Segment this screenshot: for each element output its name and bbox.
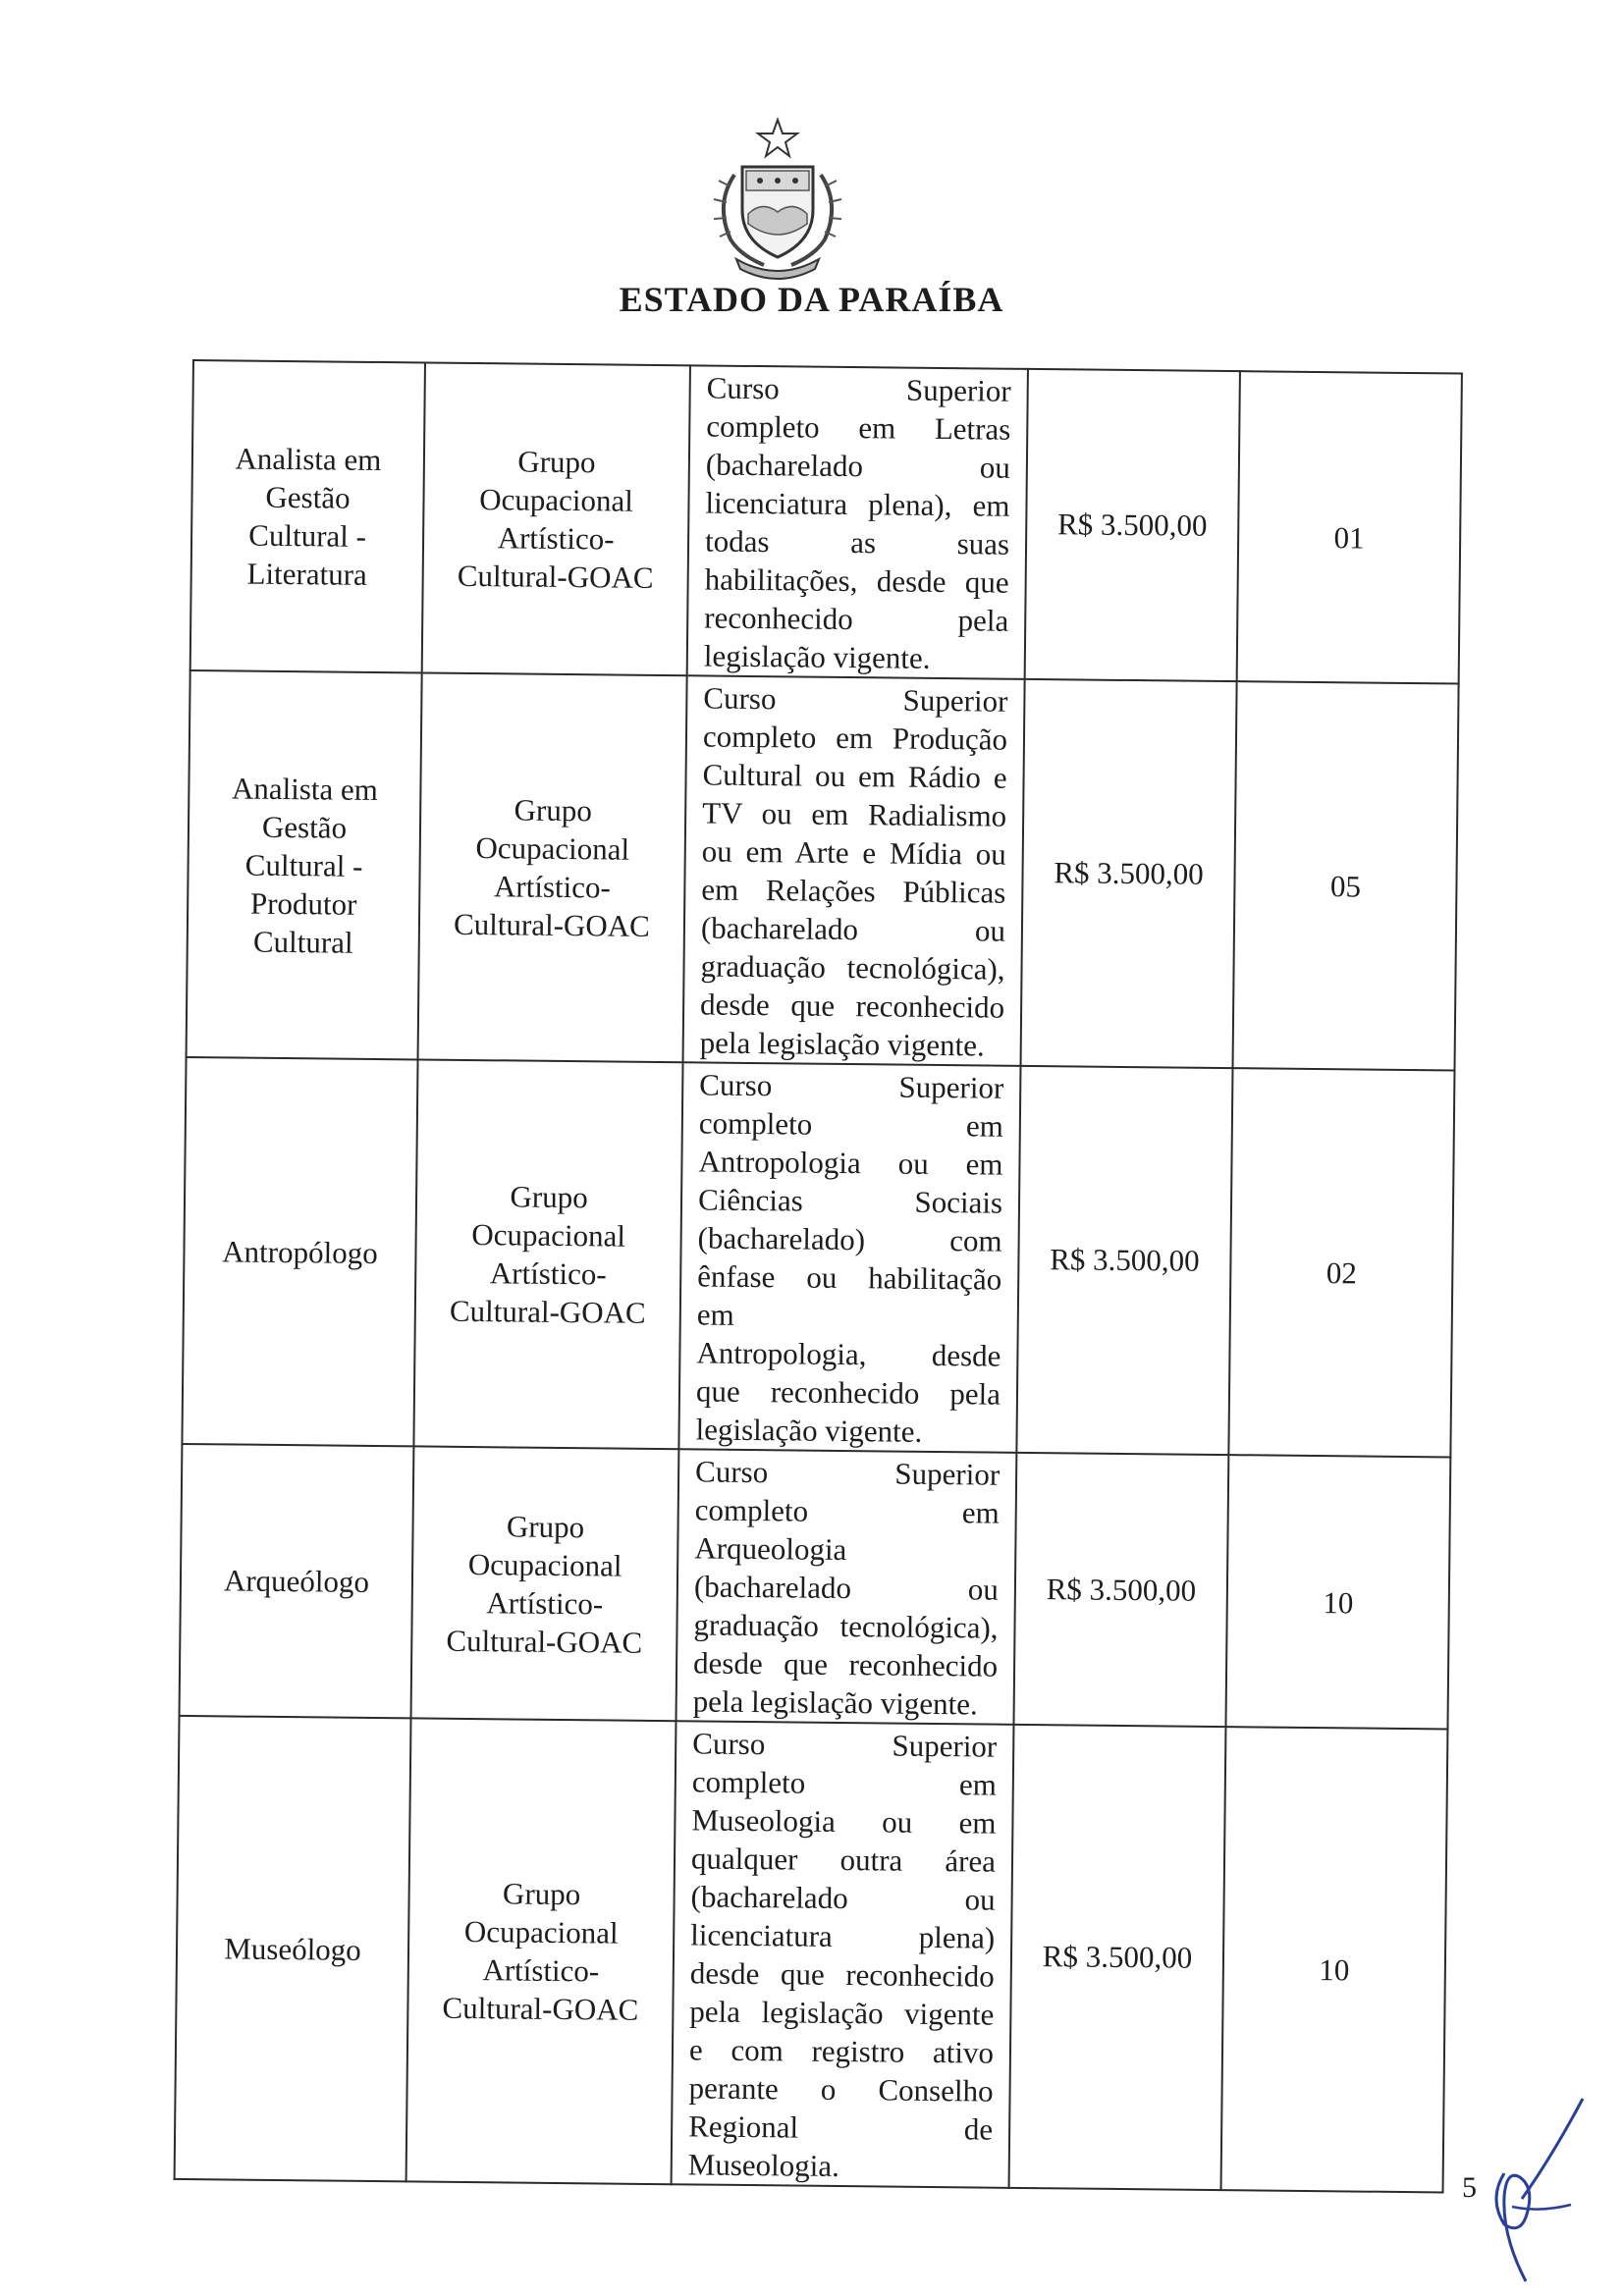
grupo-cell-line: Cultural-GOAC: [453, 906, 651, 943]
cargo-cell-line: Analista em: [235, 441, 382, 478]
requisito-cell-line: qualquer outra área: [690, 1841, 997, 1879]
grupo-cell-line: Ocupacional: [467, 1546, 622, 1583]
grupo-cell-line: Ocupacional: [471, 1217, 626, 1254]
grupo-cell-line: Artístico-: [493, 869, 611, 905]
requisito-cell-line: e com registro ativo: [688, 2032, 995, 2070]
requisito-cell-line: completo em: [691, 1764, 998, 1802]
vencimento-cell: R$ 3.500,00: [1016, 1066, 1232, 1455]
requisito-cell-line: todas as suas: [704, 523, 1010, 561]
requisito-cell: [687, 365, 1028, 679]
requisito-cell-line: desde que reconhecido: [699, 987, 1005, 1025]
state-coat-of-arms-icon: [691, 116, 864, 285]
requisito-cell-line: Curso Superior: [692, 1726, 998, 1764]
cargo-cell-line: Gestão: [265, 479, 351, 515]
vencimento-cell: R$ 3.500,00: [1025, 369, 1240, 681]
grupo-cell-line: Grupo: [506, 1508, 585, 1544]
requisito-cell-line: desde que reconhecido: [689, 1955, 995, 1994]
grupo-cell: [411, 1446, 679, 1721]
grupo-cell-line: Ocupacional: [475, 830, 630, 867]
requisito-cell: [676, 1449, 1017, 1725]
requisito-cell-line: Antropologia, desde: [696, 1335, 1001, 1373]
grupo-cell-line: Ocupacional: [479, 482, 634, 518]
table-row: [175, 1716, 1448, 2193]
vagas-cell: 10: [1221, 1727, 1448, 2192]
grupo-cell-line: Cultural-GOAC: [442, 1990, 639, 2027]
requisito-cell-line: em: [696, 1297, 734, 1332]
requisito-cell-line: Curso Superior: [694, 1454, 1001, 1492]
table-row: [190, 360, 1462, 684]
cargo-cell-line: Literatura: [246, 556, 367, 592]
requisito-cell-line: (bacharelado) com: [697, 1220, 1002, 1258]
requisito-cell-line: Regional de: [687, 2109, 994, 2147]
requisito-cell-line: legislação vigente.: [703, 638, 931, 675]
grupo-cell-line: Cultural-GOAC: [449, 1293, 646, 1330]
requisito-cell-line: licenciatura plena), em: [705, 485, 1010, 523]
requisito-cell-line: Cultural ou em Rádio e: [702, 757, 1007, 795]
grupo-cell-line: Grupo: [517, 444, 596, 480]
requisito-cell-line: graduação tecnológica),: [693, 1607, 999, 1645]
cargo-cell-line: Cultural -: [248, 517, 367, 554]
grupo-cell-line: Grupo: [502, 1876, 581, 1912]
handwritten-initials-signature-icon: [1483, 2089, 1591, 2285]
vagas-cell: 10: [1225, 1455, 1450, 1729]
requisito-cell-line: completo em Produção: [702, 719, 1008, 757]
grupo-cell-line: Grupo: [514, 792, 593, 828]
requisito-cell-line: ou em Arte e Mídia ou: [701, 833, 1006, 872]
requisito-cell-line: pela legislação vigente: [689, 1994, 995, 2032]
requisito-cell: [683, 675, 1025, 1066]
requisito-cell-line: ênfase ou habilitação: [697, 1258, 1002, 1297]
cargo-cell-line: Arqueólogo: [223, 1563, 370, 1599]
grupo-cell: [406, 1718, 676, 2184]
cargo-cell: [182, 1057, 417, 1446]
requisito-cell-line: Antropologia ou em: [698, 1144, 1003, 1182]
vencimento-cell: R$ 3.500,00: [1021, 679, 1237, 1068]
requisito-cell-line: completo em: [694, 1492, 1000, 1530]
requisito-cell: [672, 1721, 1014, 2188]
vencimento-cell: R$ 3.500,00: [1013, 1453, 1228, 1727]
requisito-cell-line: pela legislação vigente.: [692, 1683, 978, 1722]
cargo-cell: [190, 360, 425, 672]
requisito-cell-line: Curso Superior: [699, 1067, 1004, 1105]
requisito-cell-line: reconhecido pela: [704, 600, 1009, 638]
requisito-cell: [678, 1062, 1020, 1453]
grupo-cell-line: Ocupacional: [463, 1913, 619, 1950]
table-row: [180, 1444, 1451, 1730]
table-row: [187, 670, 1459, 1071]
grupo-cell-line: Cultural-GOAC: [457, 558, 654, 595]
requisito-cell-line: Curso Superior: [706, 370, 1011, 408]
cargo-cell-line: Antropólogo: [222, 1233, 378, 1270]
requisito-cell-line: graduação tecnológica),: [700, 948, 1005, 987]
requisito-cell-line: Museologia.: [687, 2147, 840, 2183]
cargo-cell-line: Museólogo: [224, 1930, 361, 1967]
grupo-cell-line: Grupo: [510, 1179, 588, 1215]
cargo-cell-line: Cultural: [252, 924, 353, 960]
cargo-cell-line: Analista em: [231, 770, 379, 807]
grupo-cell-line: Cultural-GOAC: [446, 1623, 643, 1660]
requisito-cell-line: perante o Conselho: [688, 2070, 994, 2109]
requisito-cell-line: (bacharelado ou: [705, 447, 1011, 485]
requisito-cell-line: (bacharelado ou: [700, 910, 1006, 948]
requisito-cell-line: completo em: [698, 1105, 1004, 1144]
page-number: 5: [1462, 2171, 1477, 2204]
requisito-cell-line: habilitações, desde que: [704, 561, 1009, 600]
requisito-cell-line: TV ou em Radialismo: [702, 795, 1007, 833]
cargo-cell-line: Produtor: [249, 885, 357, 922]
requisito-cell-line: Museologia ou em: [691, 1802, 997, 1841]
grupo-cell-line: Artístico-: [486, 1584, 604, 1621]
cargo-cell-line: Gestão: [261, 809, 348, 845]
table-row: [182, 1057, 1454, 1458]
requisito-cell-line: completo em Letras: [706, 408, 1011, 447]
grupo-cell: [413, 1059, 682, 1449]
grupo-cell-line: Artístico-: [482, 1952, 600, 1989]
grupo-cell: [418, 672, 687, 1062]
requisito-cell-line: desde que reconhecido: [692, 1645, 999, 1683]
vencimento-cell: R$ 3.500,00: [1009, 1725, 1226, 2190]
document-header-title: ESTADO DA PARAÍBA: [619, 280, 1004, 319]
cargo-cell: [187, 670, 422, 1059]
vagas-cell: 02: [1228, 1068, 1454, 1457]
grupo-cell: [422, 362, 690, 675]
cargo-cell: [175, 1716, 411, 2181]
requisito-cell-line: em Relações Públicas: [701, 872, 1006, 910]
requisito-cell-line: Curso Superior: [703, 680, 1008, 719]
cargo-cell-line: Cultural -: [244, 847, 363, 883]
requisito-cell-line: que reconhecido pela: [695, 1373, 1001, 1412]
vagas-cell: 05: [1232, 681, 1458, 1070]
requisito-cell-line: pela legislação vigente.: [699, 1025, 985, 1063]
requisito-cell-line: Arqueologia: [694, 1530, 847, 1568]
requisito-cell-line: Ciências Sociais: [697, 1182, 1003, 1220]
requisito-cell-line: legislação vigente.: [695, 1412, 923, 1449]
requisito-cell-line: (bacharelado ou: [690, 1879, 996, 1917]
vagas-cell: 01: [1237, 371, 1462, 683]
grupo-cell-line: Artístico-: [489, 1255, 607, 1292]
positions-table-body: [175, 360, 1462, 2192]
requisito-cell-line: licenciatura plena): [690, 1917, 996, 1955]
requisito-cell-line: (bacharelado ou: [693, 1569, 1000, 1607]
cargo-cell: [180, 1444, 414, 1718]
positions-table: [174, 359, 1463, 2193]
grupo-cell-line: Artístico-: [497, 520, 615, 557]
